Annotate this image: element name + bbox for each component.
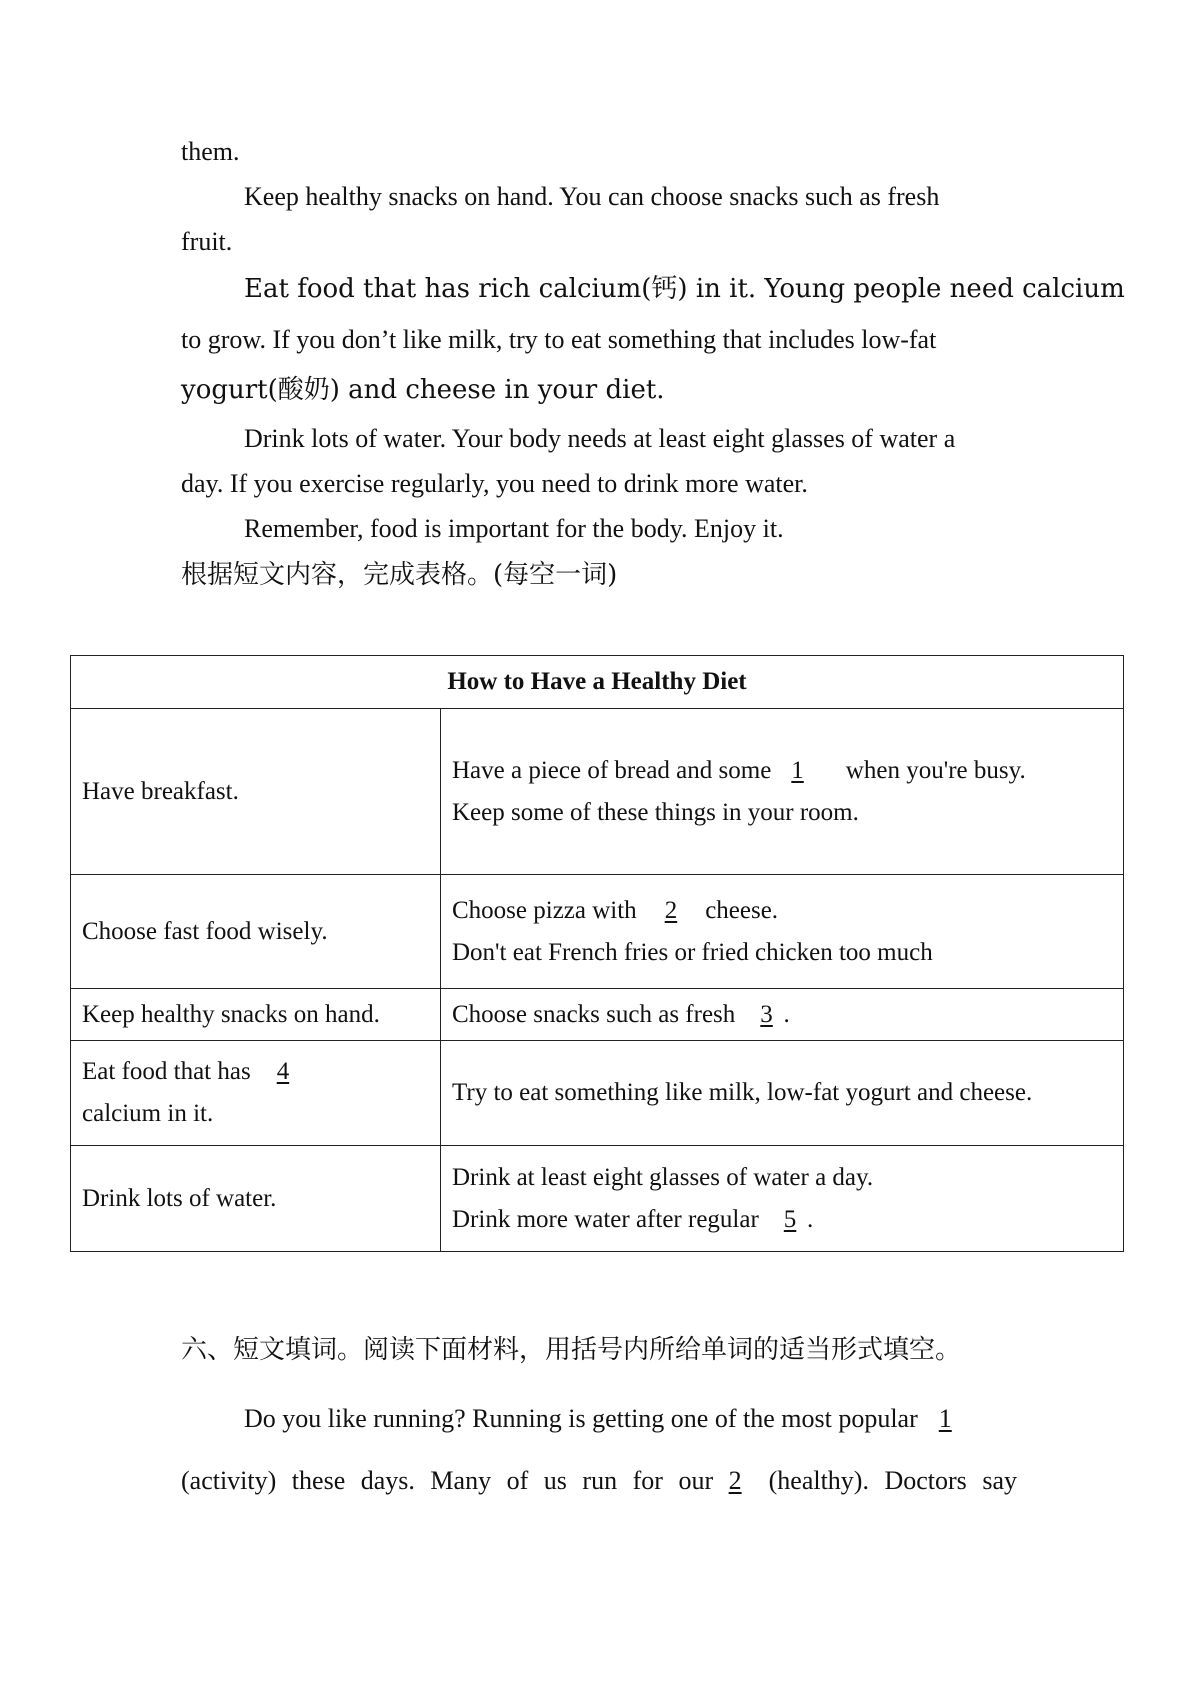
cell-text: Don't eat French fries or fried chicken too much: [452, 938, 933, 966]
table-cell-left: Have breakfast.: [71, 709, 441, 875]
answer-blank[interactable]: 4: [276, 1058, 290, 1085]
passage-line: Remember, food is important for the body. Enjoy it.: [244, 514, 784, 543]
instruction: 根据短文内容，完成表格。(每空一词): [181, 560, 618, 590]
passage-line: fruit.: [181, 227, 233, 256]
cell-text: .: [783, 1000, 790, 1028]
cell-text: Eat food that has: [82, 1058, 257, 1085]
passage-line: yogurt(酸奶) and cheese in your diet.: [181, 375, 665, 405]
cell-text: Drink more water after regular: [452, 1205, 766, 1233]
table-title: How to Have a Healthy Diet: [71, 656, 1124, 709]
passage-line: day. If you exercise regularly, you need to drink more water.: [181, 469, 808, 498]
table-cell-right: Try to eat something like milk, low-fat yogurt and cheese.: [441, 1041, 1124, 1146]
answer-blank[interactable]: 5: [783, 1205, 797, 1233]
table-cell-right: [441, 1146, 1124, 1252]
table-row: [71, 1146, 1124, 1252]
cell-text: .: [807, 1205, 814, 1233]
table-cell-left: Keep healthy snacks on hand.: [71, 989, 441, 1041]
cell-text: Keep some of these things in your room.: [452, 798, 859, 826]
cell-text: when you're busy.: [839, 756, 1026, 784]
passage-line: them.: [181, 137, 240, 166]
answer-blank[interactable]: 2: [664, 896, 678, 924]
cell-text: Choose pizza with: [452, 896, 643, 924]
section-line: [244, 1404, 958, 1434]
table-row: [71, 875, 1124, 989]
cell-text: Choose snacks such as fresh: [452, 1000, 742, 1028]
section-text: Do you like running? Running is getting one of the most popular: [244, 1404, 925, 1433]
cell-text: Drink at least eight glasses of water a day.: [452, 1163, 874, 1191]
passage-line: Eat food that has rich calcium(钙) in it. Young people need calcium: [244, 274, 1125, 304]
answer-blank[interactable]: 1: [791, 756, 804, 784]
table-cell-right: [441, 875, 1124, 989]
answer-blank[interactable]: 1: [938, 1404, 952, 1433]
cell-text: cheese.: [698, 896, 779, 924]
table-cell-right: [441, 709, 1124, 875]
answer-blank[interactable]: 3: [760, 1000, 773, 1028]
diet-table: [70, 655, 1124, 1252]
table-cell-right: [441, 989, 1124, 1041]
table-row: [71, 709, 1124, 875]
passage-line: Drink lots of water. Your body needs at least eight glasses of water a: [244, 424, 956, 453]
table-cell-left: Drink lots of water.: [71, 1146, 441, 1252]
section-text: (healthy). Doctors say: [768, 1466, 1017, 1495]
cell-text: Have a piece of bread and some: [452, 756, 778, 784]
table-cell-left: Choose fast food wisely.: [71, 875, 441, 989]
section-line: [181, 1466, 1017, 1496]
section-heading: 六、短文填词。阅读下面材料，用括号内所给单词的适当形式填空。: [181, 1335, 962, 1365]
section-text: (activity) these days. Many of us run for our: [181, 1466, 729, 1495]
passage-line: to grow. If you don’t like milk, try to eat something that includes low-fat: [181, 325, 937, 354]
answer-blank[interactable]: 2: [728, 1466, 742, 1495]
table-row: [71, 1041, 1124, 1146]
cell-text: calcium in it.: [82, 1100, 214, 1127]
table-header-row: [71, 656, 1124, 709]
table-cell-left: [71, 1041, 441, 1146]
passage-line: Keep healthy snacks on hand. You can choose snacks such as fresh: [244, 182, 940, 211]
table-row: [71, 989, 1124, 1041]
